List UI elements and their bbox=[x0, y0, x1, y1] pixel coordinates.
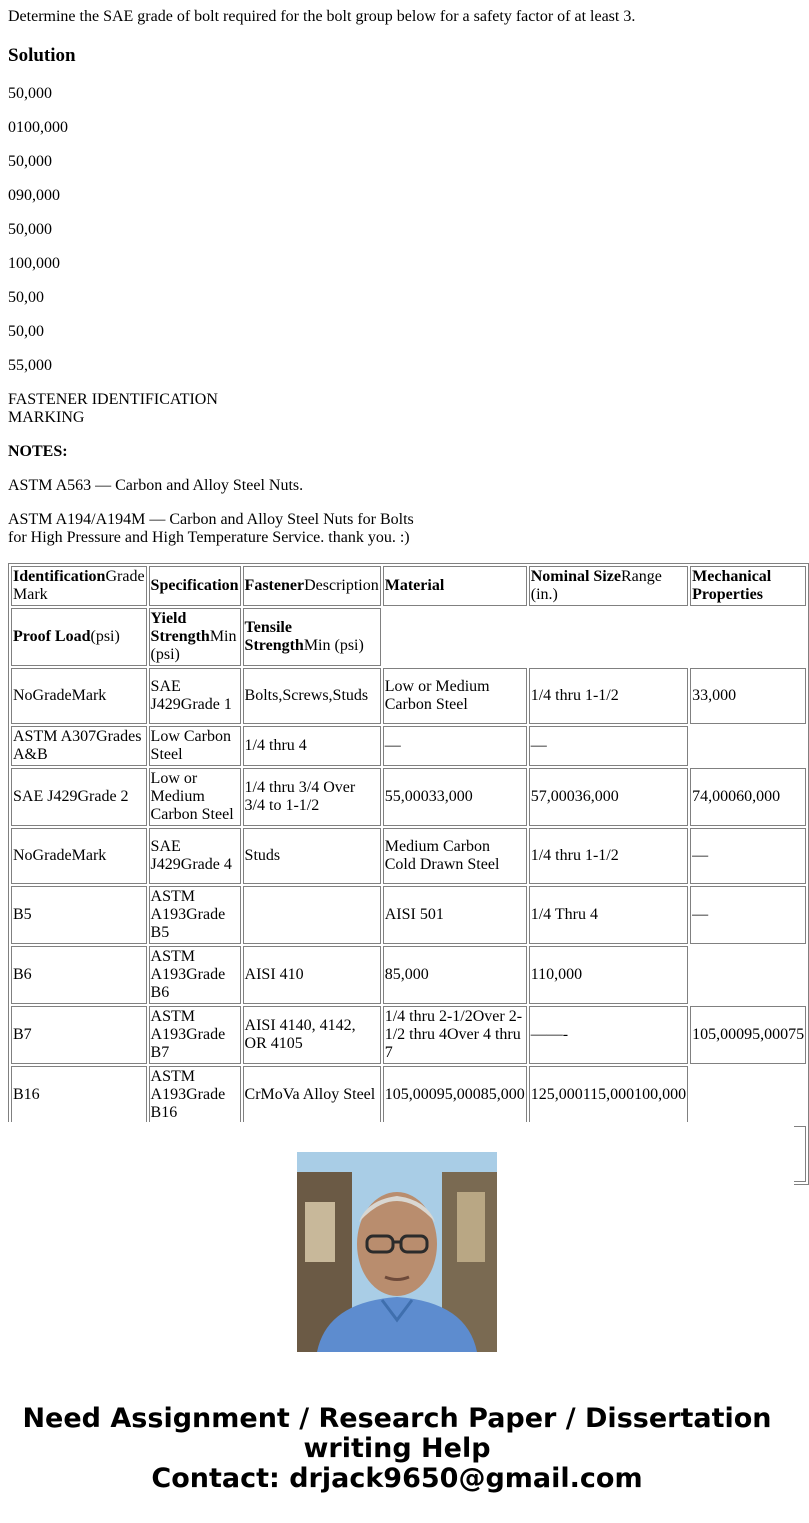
table-cell: 33,000 bbox=[690, 668, 806, 724]
table-cell: 1/4 thru 3/4 Over 3/4 to 1-1/2 bbox=[243, 768, 381, 826]
fastener-table bbox=[8, 563, 809, 1185]
value-line: 50,000 bbox=[8, 221, 52, 238]
table-cell: AISI 501 bbox=[383, 886, 527, 944]
table-cell: 125,000115,000100,000 bbox=[529, 1066, 688, 1124]
table-cell: 55,00033,000 bbox=[383, 768, 527, 826]
table-row bbox=[11, 668, 806, 724]
table-cell: ASTM A193Grade B7 bbox=[149, 1006, 241, 1064]
table-cell: — bbox=[529, 726, 688, 766]
solution-body bbox=[8, 85, 428, 563]
table-row bbox=[11, 726, 806, 766]
header-identification: IdentificationGrade Mark bbox=[11, 566, 147, 606]
author-photo-icon bbox=[297, 1152, 497, 1352]
table-cell: 105,00095,00075 bbox=[690, 1006, 806, 1064]
table-cell: Low Carbon Steel bbox=[149, 726, 241, 766]
table-cell: Studs bbox=[243, 828, 381, 884]
table-cell: Medium Carbon Cold Drawn Steel bbox=[383, 828, 527, 884]
table-cell: 1/4 thru 2-1/2Over 2-1/2 thru 4Over 4 thru 7 bbox=[383, 1006, 527, 1064]
table-row bbox=[11, 768, 806, 826]
note-2 bbox=[8, 511, 428, 547]
table-cell: ASTM A307Grades A&B bbox=[11, 726, 147, 766]
header-specification: Specification bbox=[149, 566, 241, 606]
article-content bbox=[8, 0, 805, 1122]
note-1: ASTM A563 — Carbon and Alloy Steel Nuts. bbox=[8, 477, 304, 494]
value-line: 50,000 bbox=[8, 85, 52, 102]
table-cell: AISI 410 bbox=[243, 946, 381, 1004]
table-cell: 1/4 Thru 4 bbox=[529, 886, 688, 944]
promo-line: writing Help bbox=[303, 1433, 491, 1464]
marking-line: MARKING bbox=[8, 409, 85, 426]
table-cell: — bbox=[690, 828, 806, 884]
table-cell: — bbox=[690, 886, 806, 944]
table-row bbox=[11, 1066, 806, 1124]
table-header-row bbox=[11, 566, 806, 606]
table-cell: 1/4 thru 1-1/2 bbox=[529, 828, 688, 884]
table-row bbox=[11, 946, 806, 1004]
value-line: 0100,000 bbox=[8, 119, 68, 136]
table-cell: Low or Medium Carbon Steel bbox=[383, 668, 527, 724]
notes-label-text: NOTES: bbox=[8, 443, 68, 460]
table-cell: ——- bbox=[529, 1006, 688, 1064]
header-yield: Yield StrengthMin (psi) bbox=[149, 608, 241, 666]
table-cell: 85,000 bbox=[383, 946, 527, 1004]
table-cell: 1/4 thru 1-1/2 bbox=[529, 668, 688, 724]
table-row bbox=[11, 886, 806, 944]
promo-banner bbox=[0, 1404, 794, 1494]
table-subheader-row bbox=[11, 608, 806, 666]
solution-heading: Solution bbox=[8, 45, 76, 66]
table-cell: 57,00036,000 bbox=[529, 768, 688, 826]
table-cell: CrMoVa Alloy Steel bbox=[243, 1066, 381, 1124]
value-line: 50,00 bbox=[8, 323, 44, 340]
table-cell: 105,00095,00085,000 bbox=[383, 1066, 527, 1124]
header-nominal-size: Nominal SizeRange (in.) bbox=[529, 566, 688, 606]
table-cell: SAE J429Grade 1 bbox=[149, 668, 241, 724]
table-cell: SAE J429Grade 4 bbox=[149, 828, 241, 884]
value-line: 100,000 bbox=[8, 255, 60, 272]
table-cell: — bbox=[383, 726, 527, 766]
promo-contact: Contact: drjack9650@gmail.com bbox=[151, 1463, 643, 1494]
table-cell: ASTM A193Grade B5 bbox=[149, 886, 241, 944]
question-text: Determine the SAE grade of bolt required for the bolt group below for a safety factor of at least 3. bbox=[8, 8, 636, 25]
value-line: 50,000 bbox=[8, 153, 52, 170]
table-cell bbox=[243, 886, 381, 944]
header-material: Material bbox=[383, 566, 527, 606]
promo-section bbox=[0, 1122, 794, 1523]
value-line: 50,00 bbox=[8, 289, 44, 306]
table-row bbox=[11, 828, 806, 884]
header-proof-load: Proof Load(psi) bbox=[11, 608, 147, 666]
marking-line: FASTENER IDENTIFICATION bbox=[8, 391, 218, 408]
table-cell: NoGradeMark bbox=[11, 828, 147, 884]
fastener-table-wrapper bbox=[8, 563, 809, 1185]
value-line: 090,000 bbox=[8, 187, 60, 204]
note-2-line: for High Pressure and High Temperature Service. thank you. :) bbox=[8, 529, 410, 546]
header-mechanical: Mechanical Properties bbox=[690, 566, 806, 606]
table-cell: Bolts,Screws,Studs bbox=[243, 668, 381, 724]
table-cell: NoGradeMark bbox=[11, 668, 147, 724]
author-avatar bbox=[297, 1152, 497, 1352]
table-cell: AISI 4140, 4142, OR 4105 bbox=[243, 1006, 381, 1064]
table-cell: B5 bbox=[11, 886, 147, 944]
header-fastener: FastenerDescription bbox=[243, 566, 381, 606]
notes-label bbox=[8, 443, 428, 461]
table-cell: B16 bbox=[11, 1066, 147, 1124]
table-cell: 1/4 thru 4 bbox=[243, 726, 381, 766]
table-cell: SAE J429Grade 2 bbox=[11, 768, 147, 826]
marking-caption bbox=[8, 391, 428, 427]
table-cell: B7 bbox=[11, 1006, 147, 1064]
promo-line: Need Assignment / Research Paper / Dissertation bbox=[22, 1403, 772, 1434]
note-2-line: ASTM A194/A194M — Carbon and Alloy Steel Nuts for Bolts bbox=[8, 511, 414, 528]
table-cell: 110,000 bbox=[529, 946, 688, 1004]
table-cell: ASTM A193Grade B6 bbox=[149, 946, 241, 1004]
table-cell: Low or Medium Carbon Steel bbox=[149, 768, 241, 826]
header-tensile: Tensile StrengthMin (psi) bbox=[243, 608, 381, 666]
table-cell: ASTM A193Grade B16 bbox=[149, 1066, 241, 1124]
table-cell: B6 bbox=[11, 946, 147, 1004]
table-row bbox=[11, 1006, 806, 1064]
value-line: 55,000 bbox=[8, 357, 52, 374]
table-cell: 74,00060,000 bbox=[690, 768, 806, 826]
